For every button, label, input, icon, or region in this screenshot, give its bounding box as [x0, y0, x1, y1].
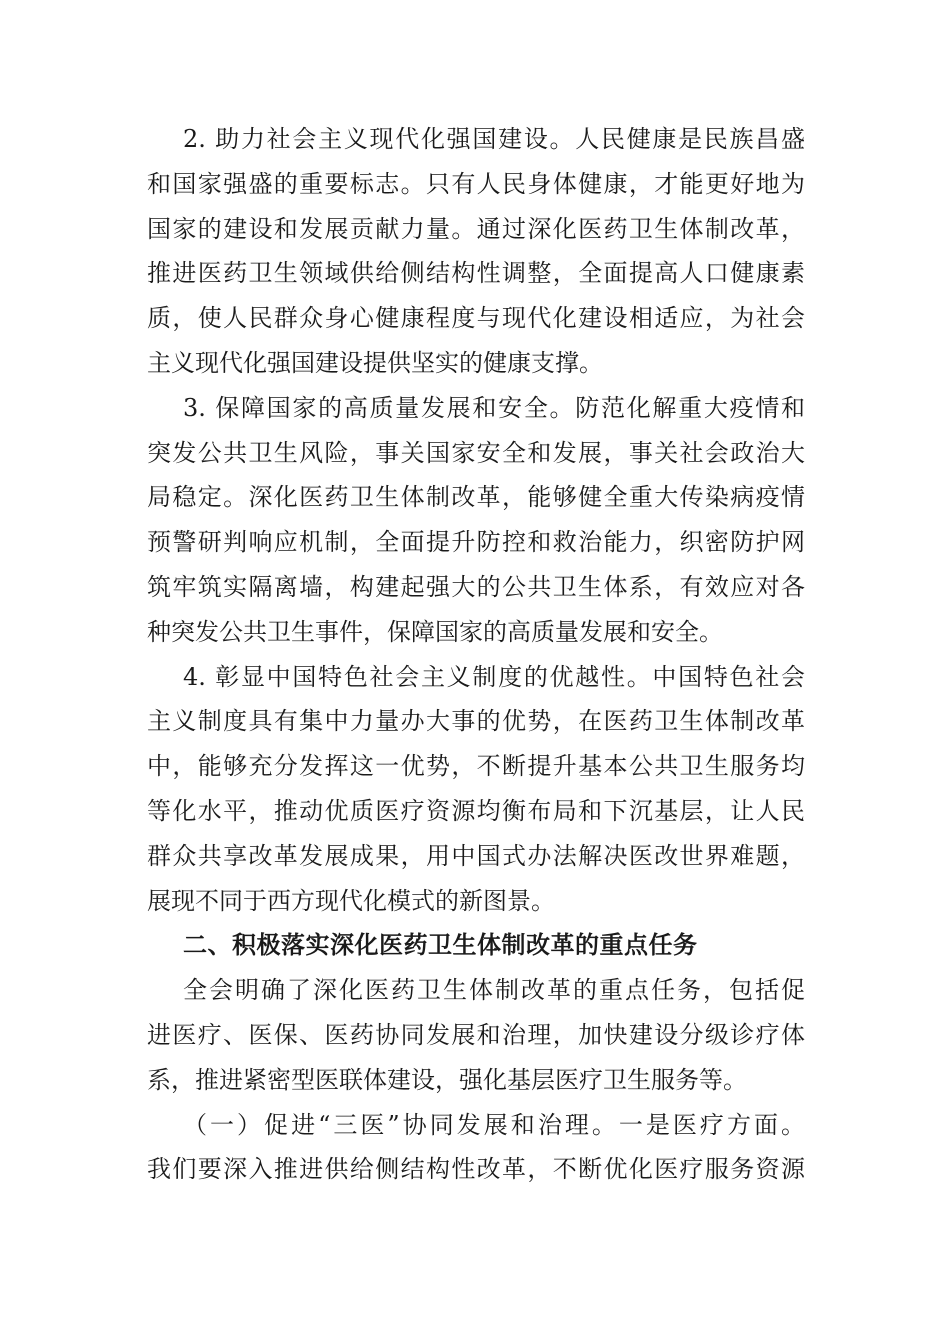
text-line: 和国家强盛的重要标志。只有人民身体健康，才能更好地为 [147, 169, 805, 198]
paragraph-three-medical [147, 1103, 805, 1193]
text-line: 中，能够充分发挥这一优势，不断提升基本公共卫生服务均 [147, 752, 805, 781]
document-page [147, 117, 805, 1192]
text-line: 筑牢筑实隔离墙，构建起强大的公共卫生体系，有效应对各 [147, 572, 805, 601]
text-line: 质，使人民群众身心健康程度与现代化建设相适应，为社会 [147, 304, 805, 333]
text-line: 主义现代化强国建设提供坚实的健康支撑。 [147, 348, 603, 377]
paragraph-security [147, 386, 805, 655]
paragraph-health-power [147, 117, 805, 386]
text-line: 3. 保障国家的高质量发展和安全。防范化解重大疫情和 [183, 393, 805, 422]
paragraph-key-tasks [147, 968, 805, 1102]
text-line: 突发公共卫生风险，事关国家安全和发展，事关社会政治大 [147, 438, 805, 467]
text-line: 等化水平，推动优质医疗资源均衡布局和下沉基层，让人民 [147, 796, 805, 825]
text-line: 推进医药卫生领域供给侧结构性调整，全面提高人口健康素 [147, 259, 805, 288]
text-line: 群众共享改革发展成果，用中国式办法解决医改世界难题， [147, 841, 805, 870]
text-line: 4. 彰显中国特色社会主义制度的优越性。中国特色社会 [183, 662, 805, 691]
text-line: 全会明确了深化医药卫生体制改革的重点任务，包括促 [183, 976, 805, 1005]
text-line: 局稳定。深化医药卫生体制改革，能够健全重大传染病疫情 [147, 483, 805, 512]
paragraph-system-advantage [147, 655, 805, 924]
text-line: 主义制度具有集中力量办大事的优势，在医药卫生体制改革 [147, 707, 805, 736]
text-line: （一）促进“三医”协同发展和治理。一是医疗方面。 [183, 1110, 805, 1139]
text-line: 种突发公共卫生事件，保障国家的高质量发展和安全。 [147, 617, 723, 646]
section-heading [147, 923, 805, 968]
text-line: 2. 助力社会主义现代化强国建设。人民健康是民族昌盛 [183, 125, 805, 153]
text-line: 我们要深入推进供给侧结构性改革，不断优化医疗服务资源 [147, 1155, 805, 1184]
text-line: 进医疗、医保、医药协同发展和治理，加快建设分级诊疗体 [147, 1020, 805, 1049]
text-line: 国家的建设和发展贡献力量。通过深化医药卫生体制改革， [147, 214, 805, 243]
text-line: 展现不同于西方现代化模式的新图景。 [147, 886, 555, 915]
heading-text: 二、积极落实深化医药卫生体制改革的重点任务 [183, 930, 698, 960]
text-line: 系，推进紧密型医联体建设，强化基层医疗卫生服务等。 [147, 1065, 747, 1094]
text-line: 预警研判响应机制，全面提升防控和救治能力，织密防护网 [147, 528, 805, 557]
